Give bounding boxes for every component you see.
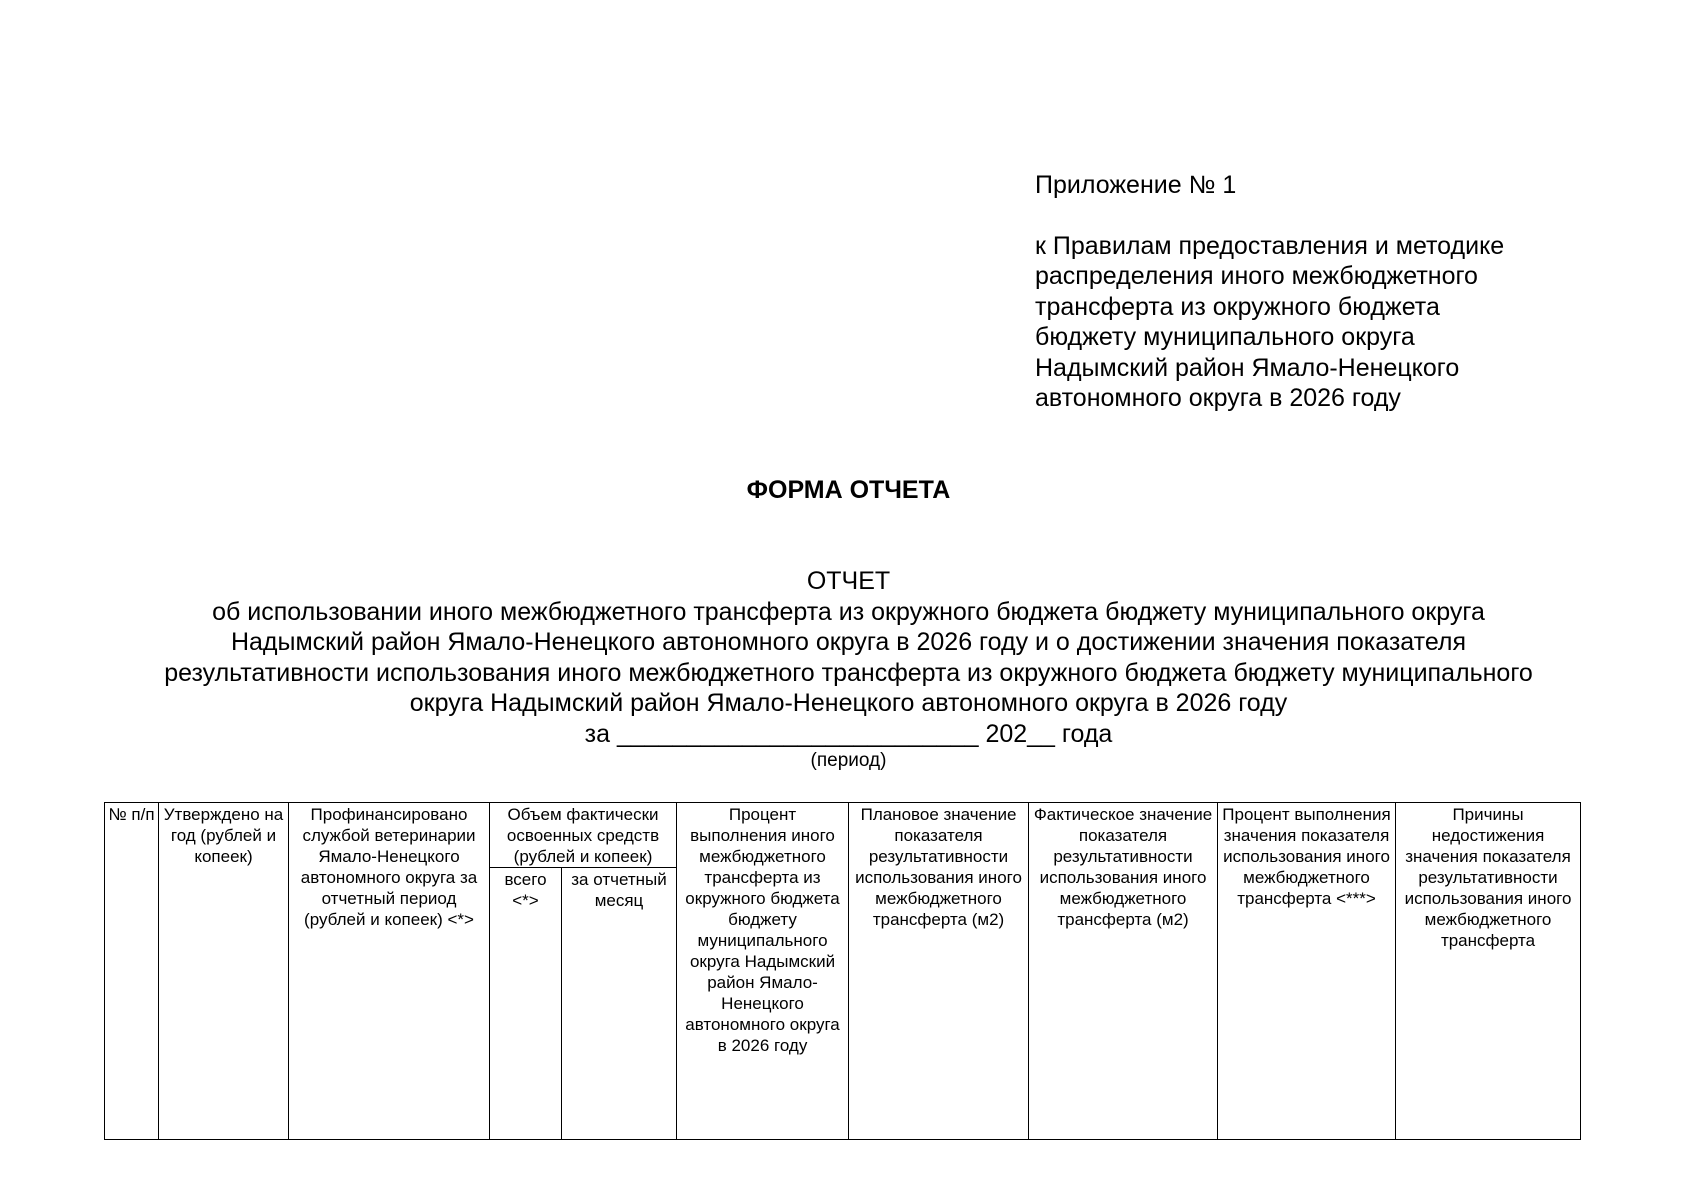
report-table — [104, 802, 1581, 1140]
period-prefix: за — [584, 719, 611, 748]
period-line — [0, 719, 1697, 750]
col-header-percent-indicator: Процент выполнения значения показателя использования иного межбюджетного трансферта <***> — [1218, 803, 1396, 1140]
report-subtitle-line: об использовании иного межбюджетного трансферта из окружного бюджета бюджету муниципального округа — [212, 597, 1485, 626]
appendix-block — [1035, 170, 1595, 414]
appendix-number: Приложение № 1 — [1035, 171, 1237, 199]
col-header-financed: Профинансировано службой ветеринарии Ямало-Ненецкого автономного округа за отчетный период (рублей и копеек) <*> — [289, 803, 490, 1140]
form-title: ФОРМА ОТЧЕТА — [746, 476, 951, 504]
appendix-line: распределения иного межбюджетного — [1035, 262, 1478, 290]
report-heading: ОТЧЕТ — [806, 567, 891, 595]
col-header-actual-group: Объем фактически освоенных средств (рублей и копеек) — [490, 803, 677, 868]
report-subtitle-line: результативности использования иного межбюджетного трансферта из окружного бюджета бюджету муниципального — [164, 658, 1533, 687]
col-header-actual-value: Фактическое значение показателя результативности использования иного межбюджетного трансферта (м2) — [1029, 803, 1218, 1140]
col-header-actual-total: всего <*> — [490, 868, 562, 1140]
report-heading-block — [0, 566, 1697, 773]
col-header-number: № п/п — [105, 803, 159, 1140]
appendix-line: к Правилам предоставления и методике — [1035, 231, 1505, 260]
col-header-percent-transfer: Процент выполнения иного межбюджетного трансферта из окружного бюджета бюджету муниципального округа Надымский район Ямало-Ненецкого автономного округа в 2026 году — [677, 803, 849, 1140]
appendix-line: трансферта из окружного бюджета — [1035, 292, 1440, 321]
period-blank-field: __________________________ — [616, 719, 979, 748]
period-caption: (период) — [810, 750, 887, 771]
report-subtitle-line: округа Надымский район Ямало-Ненецкого автономного округа в 2026 году — [409, 689, 1288, 717]
appendix-line: Надымский район Ямало-Ненецкого — [1035, 353, 1460, 382]
col-header-planned: Плановое значение показателя результативности использования иного межбюджетного трансферта (м2) — [849, 803, 1029, 1140]
col-header-approved: Утверждено на год (рублей и копеек) — [159, 803, 289, 1140]
col-header-actual-month: за отчетный месяц — [562, 868, 677, 1140]
col-header-reasons: Причины недостижения значения показателя результативности использования иного межбюджетного трансферта — [1396, 803, 1581, 1140]
appendix-line: бюджету муниципального округа — [1035, 323, 1415, 351]
report-subtitle-line: Надымский район Ямало-Ненецкого автономного округа в 2026 году и о достижении значения показателя — [230, 628, 1467, 656]
appendix-line: автономного округа в 2026 году — [1035, 384, 1401, 412]
period-suffix: 202__ года — [985, 719, 1113, 748]
